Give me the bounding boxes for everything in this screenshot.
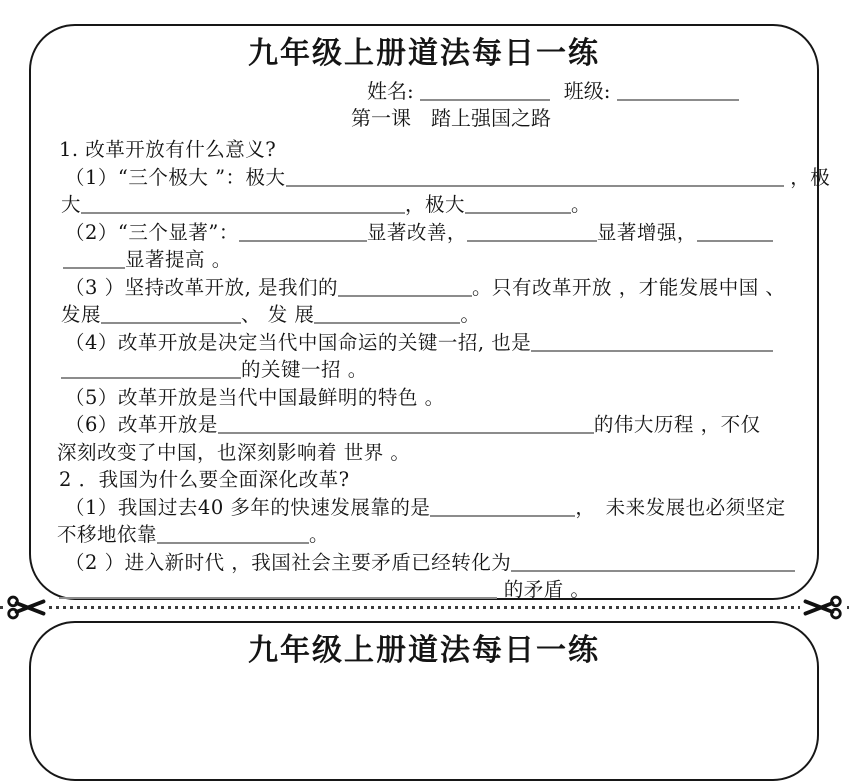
worksheet-line [53, 164, 831, 192]
fill-in-blank [239, 228, 367, 242]
worksheet-line [53, 246, 807, 274]
lesson-heading: 第一课 踏上强国之路 [351, 106, 551, 130]
fill-in-blank [157, 530, 309, 544]
cut-line [0, 593, 849, 623]
line-text: 。只有改革开放 ，才能发展中国 、 [472, 275, 786, 299]
dotted-cut-rule [0, 606, 849, 609]
line-text: 。 [571, 193, 592, 216]
worksheet-line [53, 411, 807, 439]
fill-in-blank [430, 503, 575, 517]
line-text: 大 [61, 193, 82, 216]
line-text: ，极 [783, 165, 831, 189]
worksheet-line [53, 329, 807, 357]
next-worksheet-card [29, 621, 819, 781]
fill-in-blank [61, 365, 241, 379]
line-text: 。 [460, 303, 481, 326]
line-text: 显著提高 。 [125, 248, 232, 271]
line-text: （2 ）进入新时代 ，我国社会主要矛盾已经转化为 [65, 550, 512, 574]
fill-in-blank [531, 338, 773, 352]
line-text: （5）改革开放是当代中国最鲜明的特色 。 [65, 385, 445, 409]
line-text: ， 未来发展也必须坚定 [575, 495, 786, 519]
line-text: 显著增强， [596, 220, 697, 244]
fill-in-blank [465, 200, 571, 214]
line-text: （6）改革开放是 [65, 413, 218, 436]
worksheet-line [53, 191, 807, 219]
line-text: 的关键一招 。 [241, 358, 368, 381]
name-blank [420, 87, 550, 101]
line-text: 的矛盾 。 [497, 578, 591, 601]
fill-in-blank [511, 558, 795, 572]
fill-in-blank [218, 420, 594, 434]
line-text: （1）“三个极大 ”：极大 [65, 165, 286, 189]
worksheet-title: 九年级上册道法每日一练 [248, 36, 600, 71]
next-worksheet-title: 九年级上册道法每日一练 [248, 633, 600, 668]
worksheet-line [53, 136, 807, 164]
worksheet-line [53, 439, 807, 467]
line-text: 、 发 展 [241, 303, 315, 326]
student-info-row [31, 78, 817, 104]
line-text: 发展 [61, 303, 102, 326]
line-text: 显著改善， [366, 220, 467, 244]
worksheet-line [53, 356, 807, 384]
fill-in-blank [338, 283, 472, 297]
line-text: ，极大 [405, 193, 466, 216]
line-text: （1）我国过去40 多年的快速发展靠的是 [65, 495, 431, 519]
fill-in-blank [101, 310, 241, 324]
worksheet-line [53, 301, 807, 329]
class-label: 班级: [563, 79, 611, 103]
worksheet-body [31, 136, 831, 604]
line-text: 。 [309, 523, 330, 546]
worksheet-line [53, 274, 807, 302]
fill-in-blank [697, 228, 773, 242]
line-text: （4）改革开放是决定当代中国命运的关键一招, 也是 [65, 330, 532, 354]
worksheet-line [53, 521, 807, 549]
fill-in-blank [81, 200, 405, 214]
line-text: 1. 改革开放有什么意义? [59, 138, 277, 161]
line-text: （3 ）坚持改革开放, 是我们的 [65, 275, 339, 299]
scissors-icon [5, 594, 49, 621]
line-text: 不移地依靠 [57, 523, 158, 546]
fill-in-blank [314, 310, 460, 324]
line-text: 的伟大历程 ，不仅 [593, 413, 761, 436]
class-blank [617, 87, 739, 101]
worksheet-card [29, 24, 831, 601]
worksheet-line [53, 494, 807, 522]
worksheet-line [53, 549, 807, 577]
fill-in-blank [63, 255, 125, 269]
line-text: 深刻改变了中国，也深刻影响着 世界 。 [57, 440, 411, 464]
line-text: （2）“三个显著”： [65, 220, 239, 244]
fill-in-blank [286, 173, 784, 187]
worksheet-line [53, 219, 807, 247]
name-label: 姓名: [367, 79, 414, 103]
fill-in-blank [467, 228, 597, 242]
worksheet-line [53, 466, 807, 494]
worksheet-line [53, 384, 807, 412]
scissors-icon [800, 594, 844, 621]
line-text: 2 ．我国为什么要全面深化改革? [59, 468, 350, 491]
